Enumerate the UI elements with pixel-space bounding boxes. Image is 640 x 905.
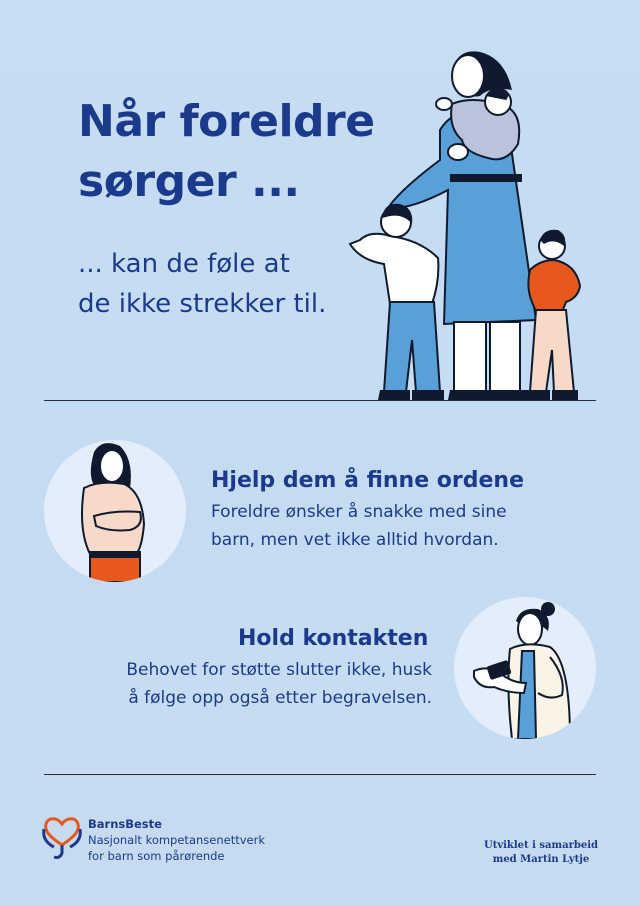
title-line-2: sørger ... xyxy=(78,156,300,207)
organization-block xyxy=(88,816,265,864)
org-line-1: Nasjonalt kompetansenettverk xyxy=(88,833,265,847)
section-1-body-line-1: Foreldre ønsker å snakke med sine xyxy=(211,502,507,522)
divider-bottom xyxy=(44,774,596,775)
family-illustration xyxy=(340,40,610,402)
section-1-body-line-2: barn, men vet ikke alltid hvordan. xyxy=(211,530,499,550)
title-line-1: Når foreldre xyxy=(78,96,375,147)
divider-top xyxy=(44,400,596,401)
credit-line-2: med Martin Lytje xyxy=(492,854,590,865)
credit-line-1: Utviklet i samarbeid xyxy=(483,840,598,851)
section-1-heading: Hjelp dem å finne ordene xyxy=(211,468,525,493)
subtitle-line-2: de ikke strekker til. xyxy=(78,289,327,319)
section-2-body-line-2: å følge opp også etter begravelsen. xyxy=(128,688,432,708)
section-1-image xyxy=(44,440,186,582)
woman-with-phone-illustration xyxy=(454,597,596,739)
page-subtitle xyxy=(78,244,326,324)
section-2-heading: Hold kontakten xyxy=(238,626,429,651)
thinking-woman-illustration xyxy=(44,440,186,582)
section-2-body xyxy=(98,656,432,712)
heart-logo-icon xyxy=(42,815,82,861)
org-line-2: for barn som pårørende xyxy=(88,849,225,863)
credit-block xyxy=(484,839,598,867)
section-2-image xyxy=(454,597,596,739)
subtitle-line-1: ... kan de føle at xyxy=(78,249,290,279)
section-1-body xyxy=(211,498,507,554)
page-title xyxy=(78,92,375,212)
brand-name: BarnsBeste xyxy=(88,817,162,831)
section-2-body-line-1: Behovet for støtte slutter ikke, husk xyxy=(126,660,432,680)
